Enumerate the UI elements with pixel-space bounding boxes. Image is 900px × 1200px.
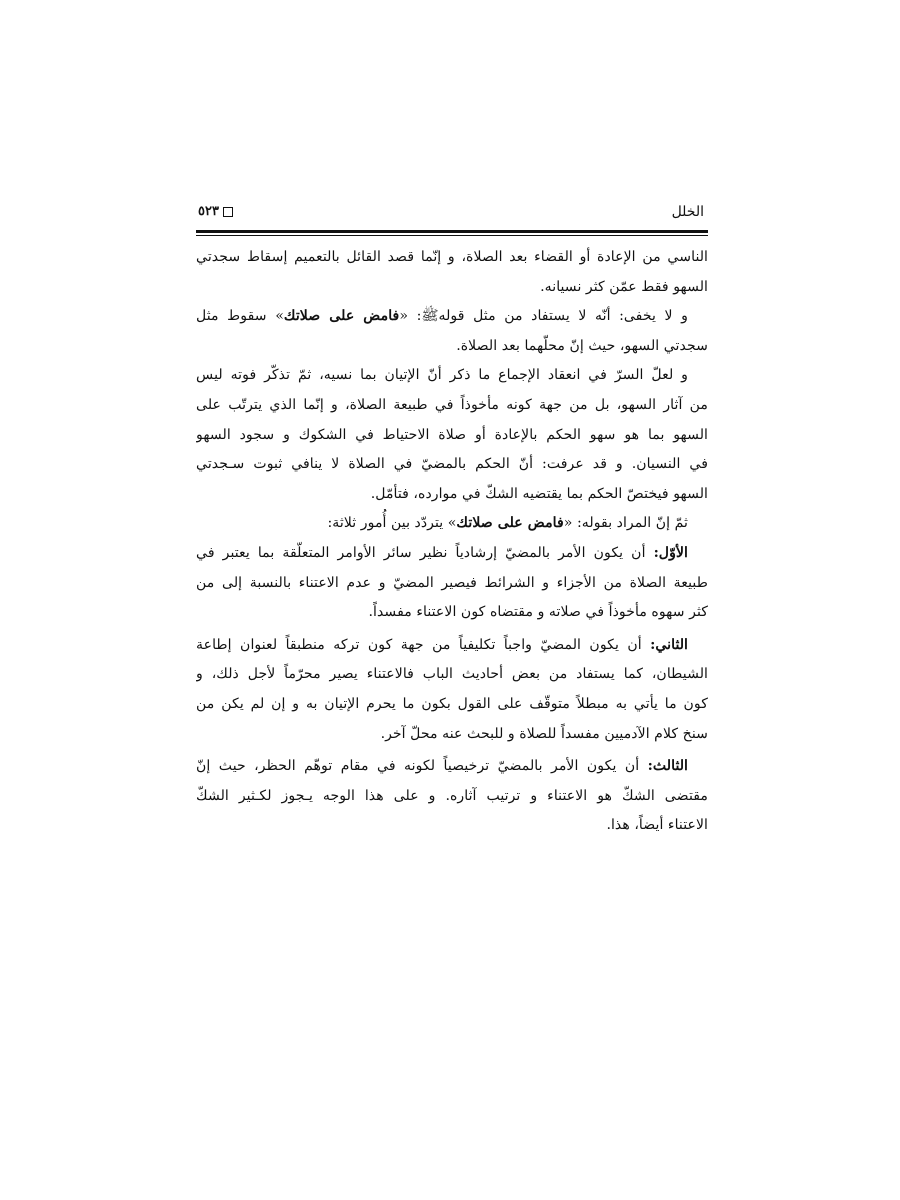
bold-phrase: الثالث: [647, 758, 688, 775]
page-number: ٥٢٣ [198, 204, 219, 219]
text-run: السهو بما هو سهو الحكم بالإعادة أو صلاة الاحتياط في الشكوك و سجود السهو [196, 426, 708, 443]
text-line [196, 243, 708, 273]
text-line [196, 509, 708, 539]
text-line [196, 631, 708, 661]
text-line [196, 811, 708, 841]
text-run: » يتردّد بين أُمور ثلاثة: [327, 515, 457, 532]
text-run: سجدتي السهو، حيث إنّ محلّهما بعد الصلاة. [456, 337, 708, 354]
text-line [196, 421, 708, 451]
text-line [196, 273, 708, 303]
text-line [196, 752, 708, 782]
text-run: و لعلّ السرّ في انعقاد الإجماع ما ذكر أنّ الإتيان بما نسيه، ثمّ تذكّر فوته ليس [196, 367, 688, 384]
text-line [196, 332, 708, 362]
text-run: الناسي من الإعادة أو القضاء بعد الصلاة، و إنّما قصد القائل بالتعميم إسقاط سجدتي [196, 249, 708, 265]
page-header [196, 204, 708, 226]
bold-phrase: فامض على صلاتك [283, 308, 400, 325]
text-run: الشيطان، كما يستفاد من بعض أحاديث الباب فالاعتناء يصير محرّماً لأجل ذلك، و [196, 666, 708, 683]
header-rule-thin [196, 235, 708, 236]
text-run: : « [399, 308, 422, 325]
text-line [196, 690, 708, 720]
text-run: الاعتناء أيضاً، هذا. [606, 817, 708, 834]
text-run: » سقوط مثل [196, 308, 284, 325]
text-line [196, 302, 708, 332]
text-line [196, 450, 708, 480]
text-run: السهو فيختصّ الحكم بما يقتضيه الشكّ في موارده، فتأمّل. [370, 485, 708, 502]
text-run: من آثار السهو، بل من جهة كونه مأخوذاً في طبيعة الصلاة، و إنّما الذي يترتّب على [196, 396, 708, 413]
text-line [196, 539, 708, 569]
page-number-group [198, 204, 233, 219]
text-line [196, 598, 708, 628]
header-rule-thick [196, 230, 708, 233]
square-icon [223, 207, 233, 217]
text-run: سنخ كلام الآدميين مفسداً للصلاة و للبحث عنه محلّ آخر. [380, 725, 708, 742]
text-run: في النسيان. و قد عرفت: أنّ الحكم بالمضيّ في الصلاة لا ينافي ثبوت سـجدتي [196, 456, 708, 473]
text-line [196, 720, 708, 750]
text-run: كون ما يأتي به مبطلاً متوقّف على القول بكون ما يحرم الإتيان به و إن لم يكن من [196, 695, 708, 712]
text-line [196, 569, 708, 599]
text-run: مقتضى الشكّ هو الاعتناء و ترتيب آثاره. و على هذا الوجه يـجوز لكـثير الشكّ [196, 787, 708, 804]
text-line [196, 480, 708, 510]
text-run: كثر سهوه مأخوذاً في صلاته و مقتضاه كون الاعتناء مفسداً. [368, 604, 708, 621]
text-line [196, 391, 708, 421]
text-run: السهو فقط عمّن كثر نسيانه. [540, 278, 708, 295]
bold-phrase: فامض على صلاتك [456, 515, 564, 532]
text-line [196, 361, 708, 391]
text-run: أن يكون المضيّ واجباً تكليفياً من جهة كون تركه منطبقاً لعنوان إطاعة [196, 636, 651, 653]
body-text [196, 243, 708, 841]
bold-phrase: الثاني: [650, 636, 688, 653]
text-line [196, 782, 708, 812]
text-run: طبيعة الصلاة من الأجزاء و الشرائط فيصير المضيّ و عدم الاعتناء بالنسبة إلى من [196, 574, 708, 591]
text-run: ثمّ إنّ المراد بقوله: « [563, 515, 688, 532]
text-line [196, 660, 708, 690]
running-title: الخلل [671, 204, 704, 220]
text-run: أن يكون الأمر بالمضيّ إرشادياً نظير سائر الأوامر المتعلّقة بما يعتبر في [196, 544, 654, 561]
text-run: ﷺ [421, 308, 439, 325]
text-run: أن يكون الأمر بالمضيّ ترخيصياً لكونه في مقام توهّم الحظر، حيث إنّ [196, 758, 648, 775]
bold-phrase: الأوّل: [653, 544, 688, 561]
text-run: و لا يخفى: أنّه لا يستفاد من مثل قوله [438, 308, 688, 325]
